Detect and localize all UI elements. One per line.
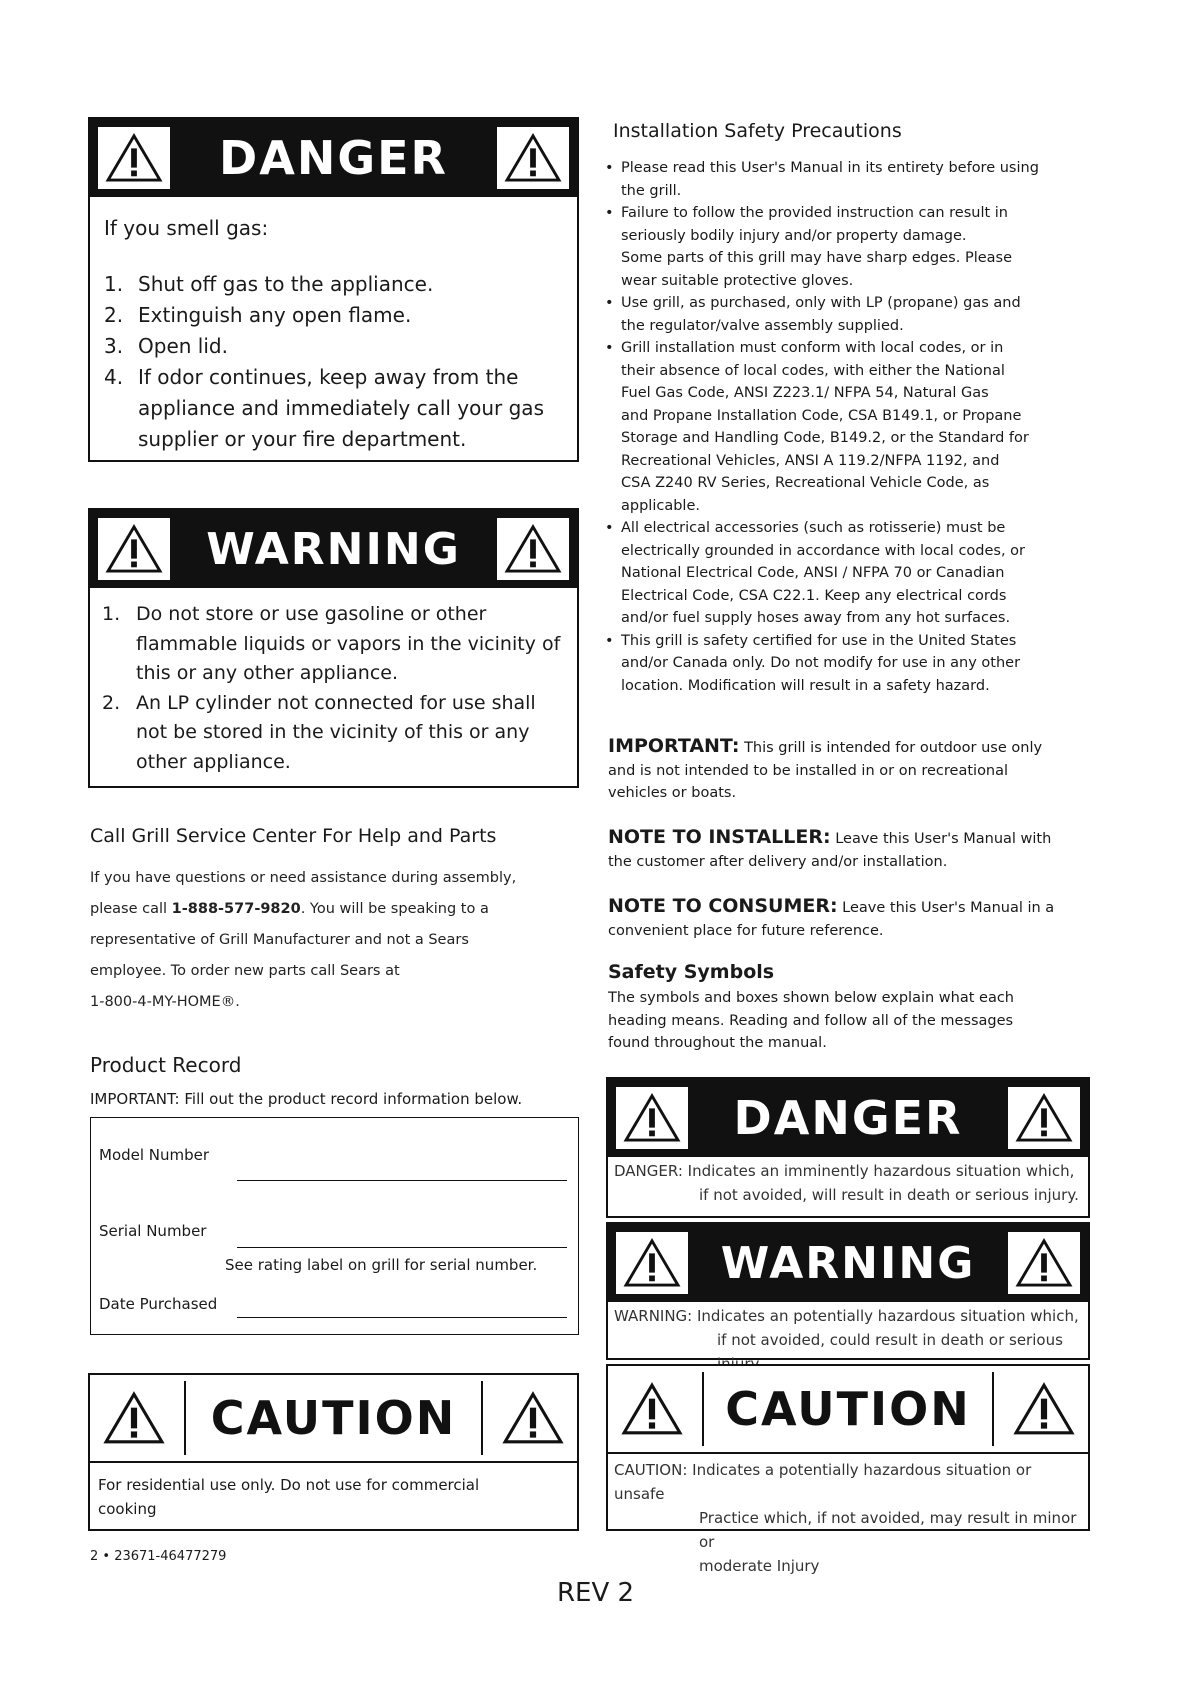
caution-definition: CAUTION: Indicates a potentially hazardous situation or unsafe xyxy=(614,1461,1032,1503)
caution-banner xyxy=(90,1375,577,1463)
alert-triangle-icon xyxy=(495,516,571,582)
revision-label: REV 2 xyxy=(556,1578,635,1608)
date-purchased-field[interactable] xyxy=(237,1317,567,1318)
list-item: • Please read this User's Manual in its entirety before using the grill. xyxy=(605,160,1039,199)
alert-triangle-icon xyxy=(1006,1230,1082,1296)
list-item: 2. Extinguish any open flame. xyxy=(104,303,412,327)
caution-signal-word: CAUTION xyxy=(725,1382,971,1436)
important-note: IMPORTANT: This grill is intended for outdoor use only and is not intended to be installed in or on recreational vehicles or boats. xyxy=(608,735,1043,801)
service-phone: 1-888-577-9820 xyxy=(171,901,301,917)
warning-definition: WARNING: Indicates an potentially hazardous situation which, xyxy=(614,1307,1079,1325)
serial-number-field[interactable] xyxy=(237,1247,567,1248)
list-item: • Failure to follow the provided instruction can result in seriously bodily injury and/or property damage. Some parts of this grill may have sharp edges. Please wear suitable protective gloves. xyxy=(605,205,1013,289)
page-reference: 2 • 23671-46477279 xyxy=(90,1549,227,1564)
serial-number-note: See rating label on grill for serial number. xyxy=(225,1256,538,1274)
danger-definition: DANGER: Indicates an imminently hazardous situation which, xyxy=(614,1162,1075,1180)
caution-text-line: For residential use only. Do not use for commercial xyxy=(98,1476,480,1494)
alert-triangle-icon xyxy=(96,125,172,191)
service-paragraph: If you have questions or need assistance during assembly, please call 1-888-577-9820. You will be speaking to a representative of Grill Manufacturer and not a Sears employee. To order new parts call Sears at 1-800-4-MY-HOME®. xyxy=(90,863,590,1018)
model-number-label: Model Number xyxy=(99,1146,210,1164)
alert-triangle-icon xyxy=(495,1381,571,1455)
symbol-caution-box: CAUTION CAUTION: Indicates a potentially hazardous situation or unsafe Practice which, if not avoided, may result in minor or moderate Injury xyxy=(606,1364,1090,1531)
danger-signal-word: DANGER xyxy=(219,131,448,185)
note-installer: NOTE TO INSTALLER: Leave this User's Manual with the customer after delivery and/or installation. xyxy=(608,826,1052,870)
danger-signal-word: DANGER xyxy=(733,1091,963,1145)
list-item: • Grill installation must conform with local codes, or in their absence of local codes, with either the National Fuel Gas Code, ANSI Z223.1/ NFPA 54, Natural Gas and Propane Installation Code, CSA B149.1, or Propane Storage and Handling Code, B149.2, or the Standard for Recreational Vehicles, ANSI A 119.2/NFPA 1192, and CSA Z240 RV Series, Recreational Vehicle Code, as applicable. xyxy=(605,340,1029,514)
date-purchased-label: Date Purchased xyxy=(99,1295,218,1313)
symbol-danger-box: DANGER DANGER: Indicates an imminently hazardous situation which, if not avoided, will result in death or serious injury. xyxy=(606,1077,1090,1218)
warning-signal-word: WARNING xyxy=(206,523,461,575)
alert-triangle-icon xyxy=(614,1085,690,1151)
safety-symbols-heading: Safety Symbols xyxy=(608,961,775,983)
note-installer-label: NOTE TO INSTALLER: xyxy=(608,826,831,848)
sears-phone: 1-800-4-MY-HOME®. xyxy=(90,994,240,1010)
safety-symbols-text: The symbols and boxes shown below explain what each heading means. Reading and follow all of the messages found throughout the manual. xyxy=(608,990,1014,1051)
important-label: IMPORTANT: xyxy=(608,735,740,757)
list-item: 4. If odor continues, keep away from the appliance and immediately call your gas supplier or your fire department. xyxy=(104,365,544,451)
alert-triangle-icon xyxy=(1006,1085,1082,1151)
alert-triangle-icon xyxy=(495,125,571,191)
danger-steps-list xyxy=(104,269,563,455)
install-heading: Installation Safety Precautions xyxy=(613,120,902,142)
caution-box xyxy=(88,1373,579,1531)
service-heading: Call Grill Service Center For Help and Parts xyxy=(90,825,497,847)
alert-triangle-icon xyxy=(1006,1372,1082,1446)
alert-triangle-icon xyxy=(614,1230,690,1296)
model-number-field[interactable] xyxy=(237,1180,567,1181)
warning-signal-word: WARNING xyxy=(720,1237,976,1289)
list-item: 1. Shut off gas to the appliance. xyxy=(104,272,434,296)
list-item: • Use grill, as purchased, only with LP (propane) gas and the regulator/valve assembly supplied. xyxy=(605,295,1021,334)
list-item: 2. An LP cylinder not connected for use shall not be stored in the vicinity of this or any other appliance. xyxy=(102,691,536,773)
note-consumer-label: NOTE TO CONSUMER: xyxy=(608,895,838,917)
product-record-important: IMPORTANT: Fill out the product record information below. xyxy=(90,1090,523,1108)
danger-banner xyxy=(90,119,577,197)
warning-banner xyxy=(608,1224,1088,1302)
install-precautions-list xyxy=(605,157,1105,697)
serial-number-label: Serial Number xyxy=(99,1222,207,1240)
note-consumer: NOTE TO CONSUMER: Leave this User's Manual in a convenient place for future reference. xyxy=(608,895,1055,939)
danger-banner xyxy=(608,1079,1088,1157)
warning-box xyxy=(88,508,579,788)
caution-banner xyxy=(608,1366,1088,1454)
list-item: • This grill is safety certified for use in the United States and/or Canada only. Do not modify for use in any other location. Modification will result in a safety hazard. xyxy=(605,632,1021,694)
product-record-heading: Product Record xyxy=(90,1053,242,1077)
alert-triangle-icon xyxy=(96,516,172,582)
list-item: • All electrical accessories (such as rotisserie) must be electrically grounded in accordance with local codes, or National Electrical Code, ANSI / NFPA 70 or Canadian Electrical Code, CSA C22.1. Keep any electrical cords and/or fuel supply hoses away from any hot surfaces. xyxy=(605,520,1026,626)
danger-box xyxy=(88,117,579,462)
warning-list xyxy=(102,600,567,777)
list-item: 3. Open lid. xyxy=(104,334,228,358)
danger-intro: If you smell gas: xyxy=(104,216,269,240)
symbol-warning-box: WARNING WARNING: Indicates an potentially hazardous situation which, if not avoided, could result in death or serious xyxy=(606,1222,1090,1360)
list-item: 1. Do not store or use gasoline or other flammable liquids or vapors in the vicinity of this or any other appliance. xyxy=(102,603,561,684)
product-record-box xyxy=(90,1117,579,1335)
caution-signal-word: CAUTION xyxy=(210,1391,457,1445)
caution-text-line: cooking xyxy=(98,1500,157,1518)
warning-banner xyxy=(90,510,577,588)
alert-triangle-icon xyxy=(96,1381,172,1455)
alert-triangle-icon xyxy=(614,1372,690,1446)
